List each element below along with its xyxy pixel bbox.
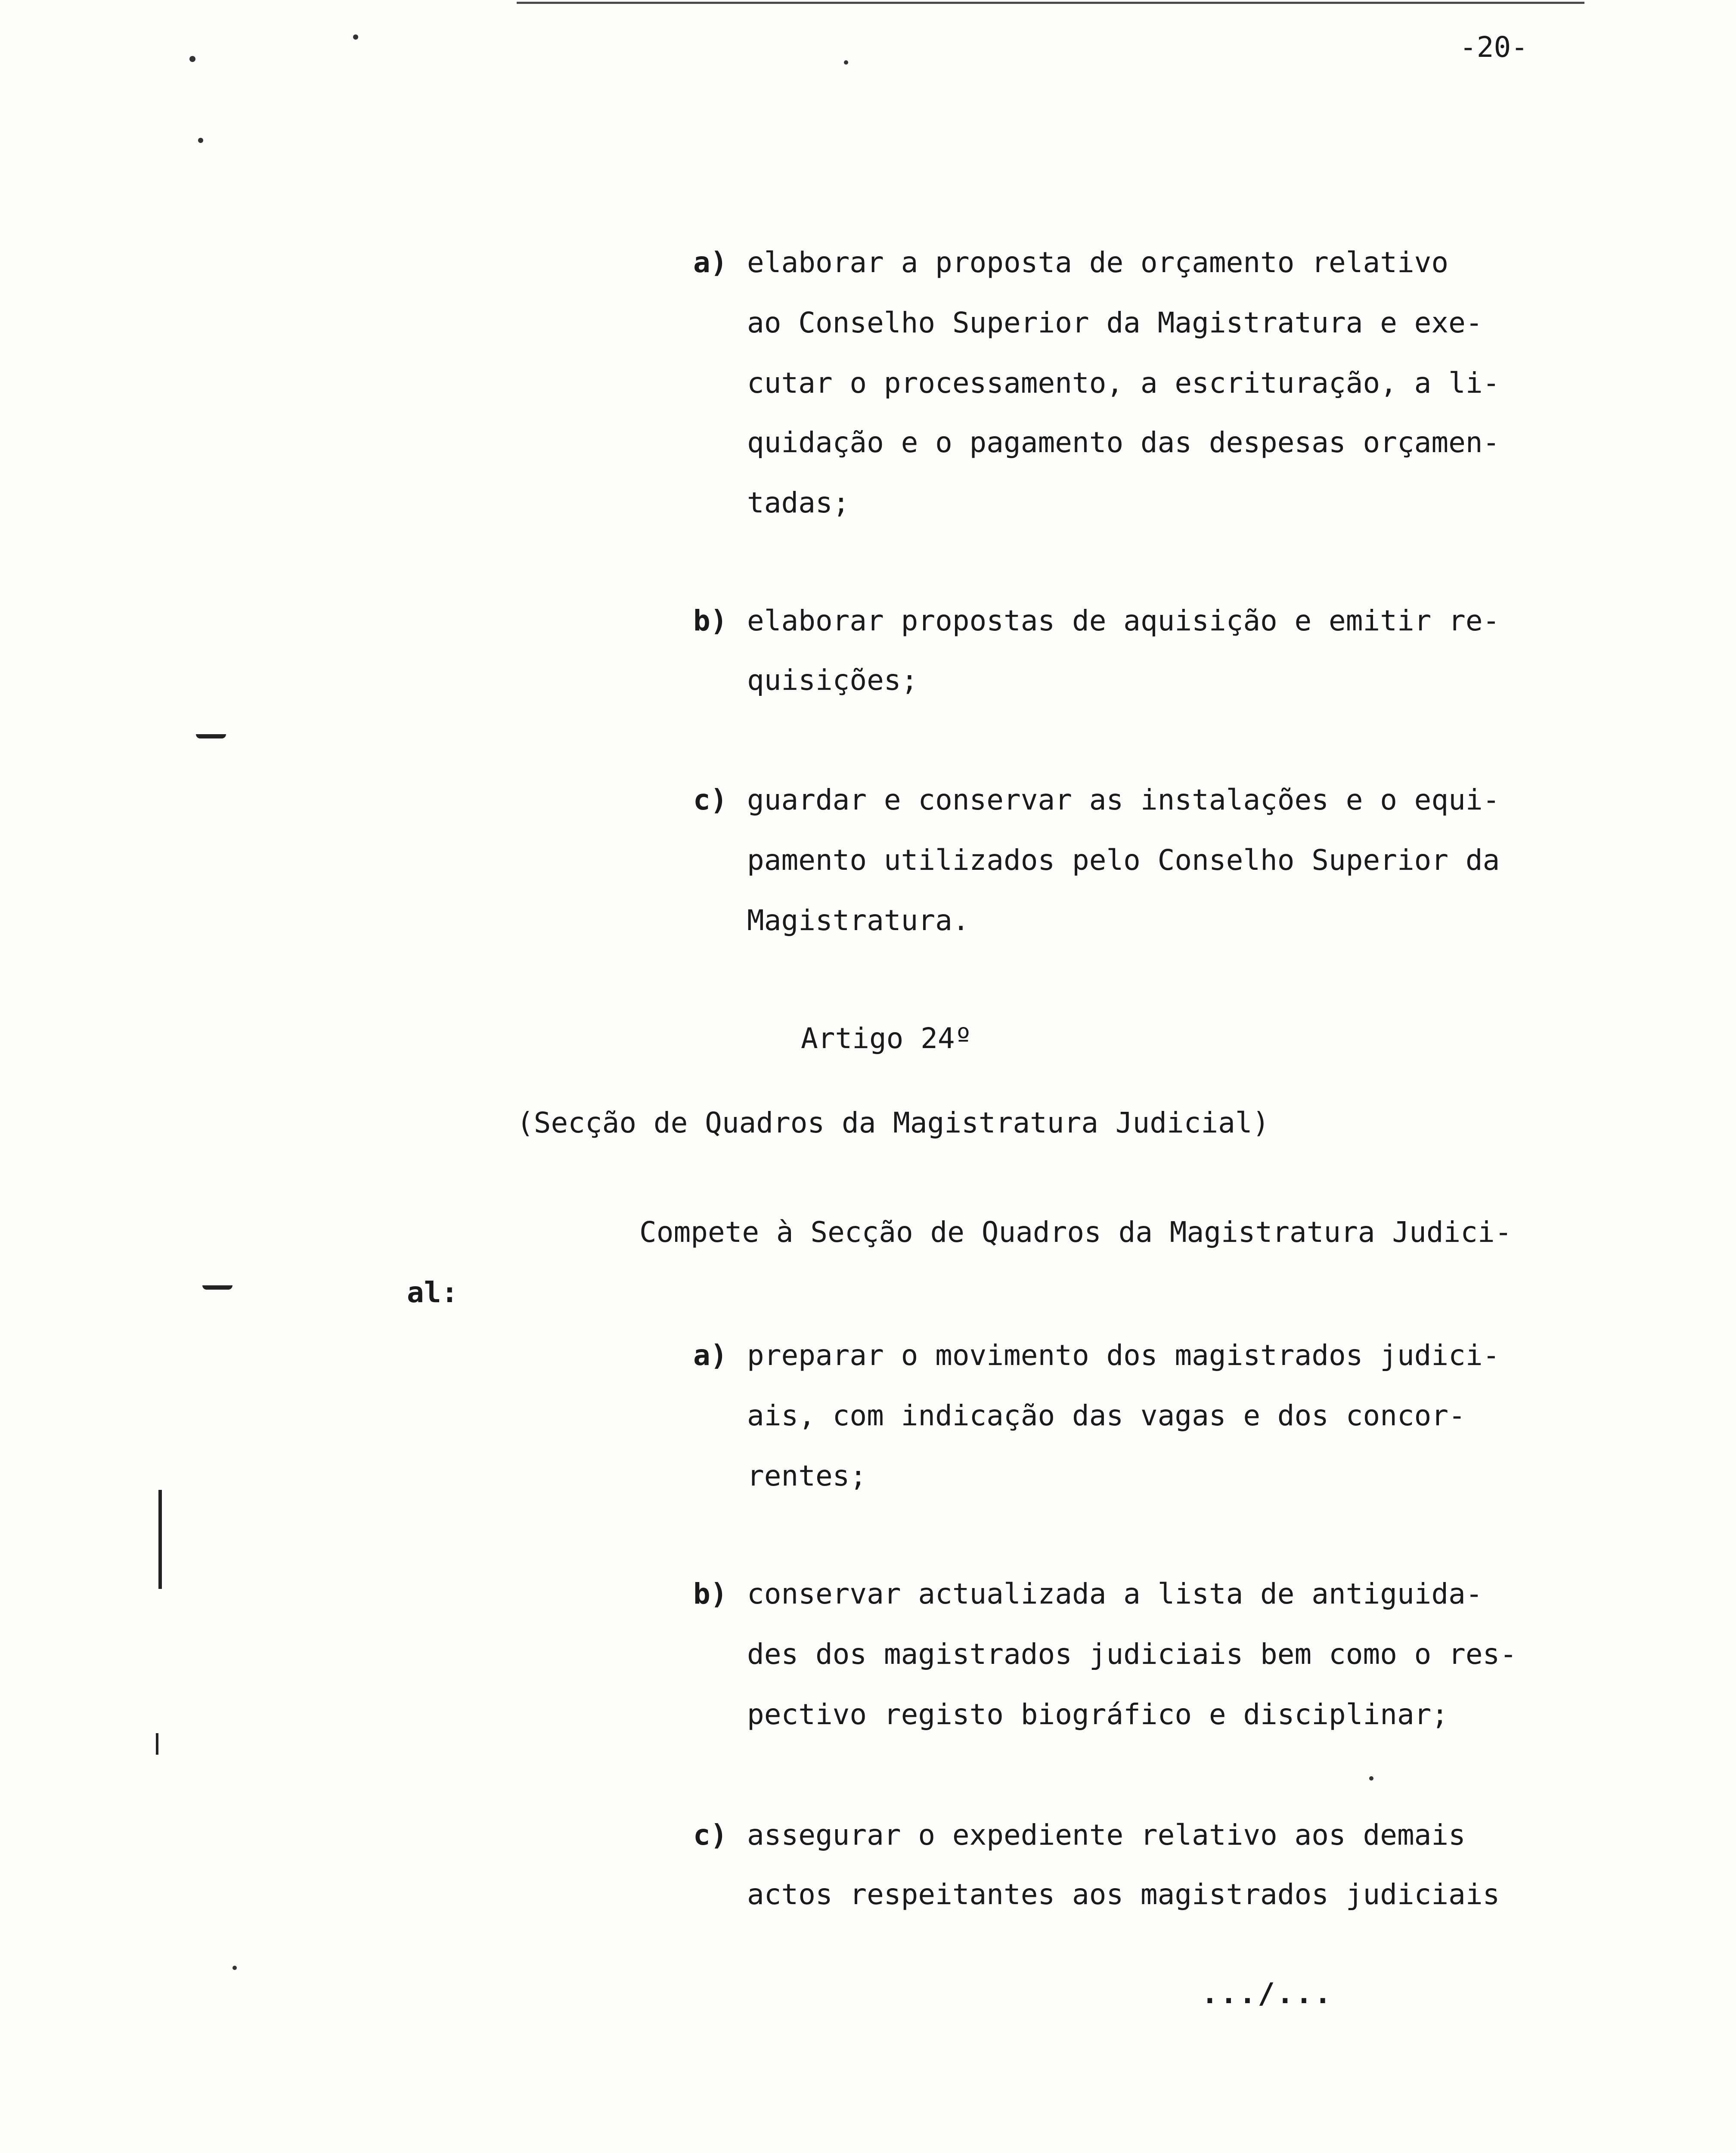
list-marker-b: b) (693, 604, 728, 637)
article-intro-line-1: Compete à Secção de Quadros da Magistratura Judici- (639, 1216, 1512, 1249)
scan-speck (353, 34, 358, 40)
margin-scribble (202, 1285, 232, 1290)
article-subtitle: (Secção de Quadros da Magistratura Judicial) (517, 1106, 1270, 1139)
list-item-a-line-4: quidação e o pagamento das despesas orçamen- (747, 426, 1500, 459)
scan-speck (1369, 1776, 1373, 1781)
list2-item-a-line-2: ais, com indicação das vagas e dos concor- (747, 1399, 1466, 1432)
list-marker-a: a) (693, 246, 728, 279)
list-item-b-line-1: elaborar propostas de aquisição e emitir re- (747, 604, 1500, 637)
list2-marker-b: b) (693, 1577, 728, 1610)
list2-marker-c: c) (693, 1818, 728, 1852)
list-marker-c: c) (693, 783, 728, 816)
list-item-c-line-2: pamento utilizados pelo Conselho Superior da (747, 844, 1500, 877)
article-title: Artigo 24º (801, 1022, 972, 1055)
scan-speck (232, 1966, 237, 1970)
list2-item-b-line-2: des dos magistrados judiciais bem como o res- (747, 1638, 1517, 1671)
list2-item-c-line-2: actos respeitantes aos magistrados judiciais (747, 1878, 1500, 1911)
list2-item-b-line-1: conservar actualizada a lista de antiguida- (747, 1577, 1483, 1610)
list2-item-a-line-3: rentes; (747, 1459, 867, 1492)
margin-scribble (196, 734, 226, 738)
list-item-a-line-1: elaborar a proposta de orçamento relativo (747, 246, 1449, 279)
page-number: -20- (1460, 31, 1528, 64)
list-item-a-line-2: ao Conselho Superior da Magistratura e exe- (747, 306, 1483, 339)
list2-marker-a: a) (693, 1339, 728, 1372)
list2-item-c-line-1: assegurar o expediente relativo aos demais (747, 1818, 1466, 1852)
scan-speck (198, 138, 203, 143)
list2-item-b-line-3: pectivo registo biográfico e disciplinar; (747, 1698, 1449, 1731)
continuation-marker: .../... (1201, 1977, 1333, 2010)
article-intro-line-2: al: (407, 1276, 459, 1309)
scan-speck (844, 60, 848, 65)
margin-vertical-line (158, 1490, 162, 1589)
top-edge-rule (517, 2, 1584, 4)
scan-speck (189, 56, 195, 62)
margin-tick (156, 1733, 158, 1755)
list2-item-a-line-1: preparar o movimento dos magistrados judici- (747, 1339, 1500, 1372)
list-item-a-line-3: cutar o processamento, a escrituração, a li- (747, 366, 1500, 400)
list-item-b-line-2: quisições; (747, 664, 918, 697)
list-item-a-line-5: tadas; (747, 486, 850, 519)
list-item-c-line-1: guardar e conservar as instalações e o equi- (747, 783, 1500, 816)
list-item-c-line-3: Magistratura. (747, 904, 970, 937)
